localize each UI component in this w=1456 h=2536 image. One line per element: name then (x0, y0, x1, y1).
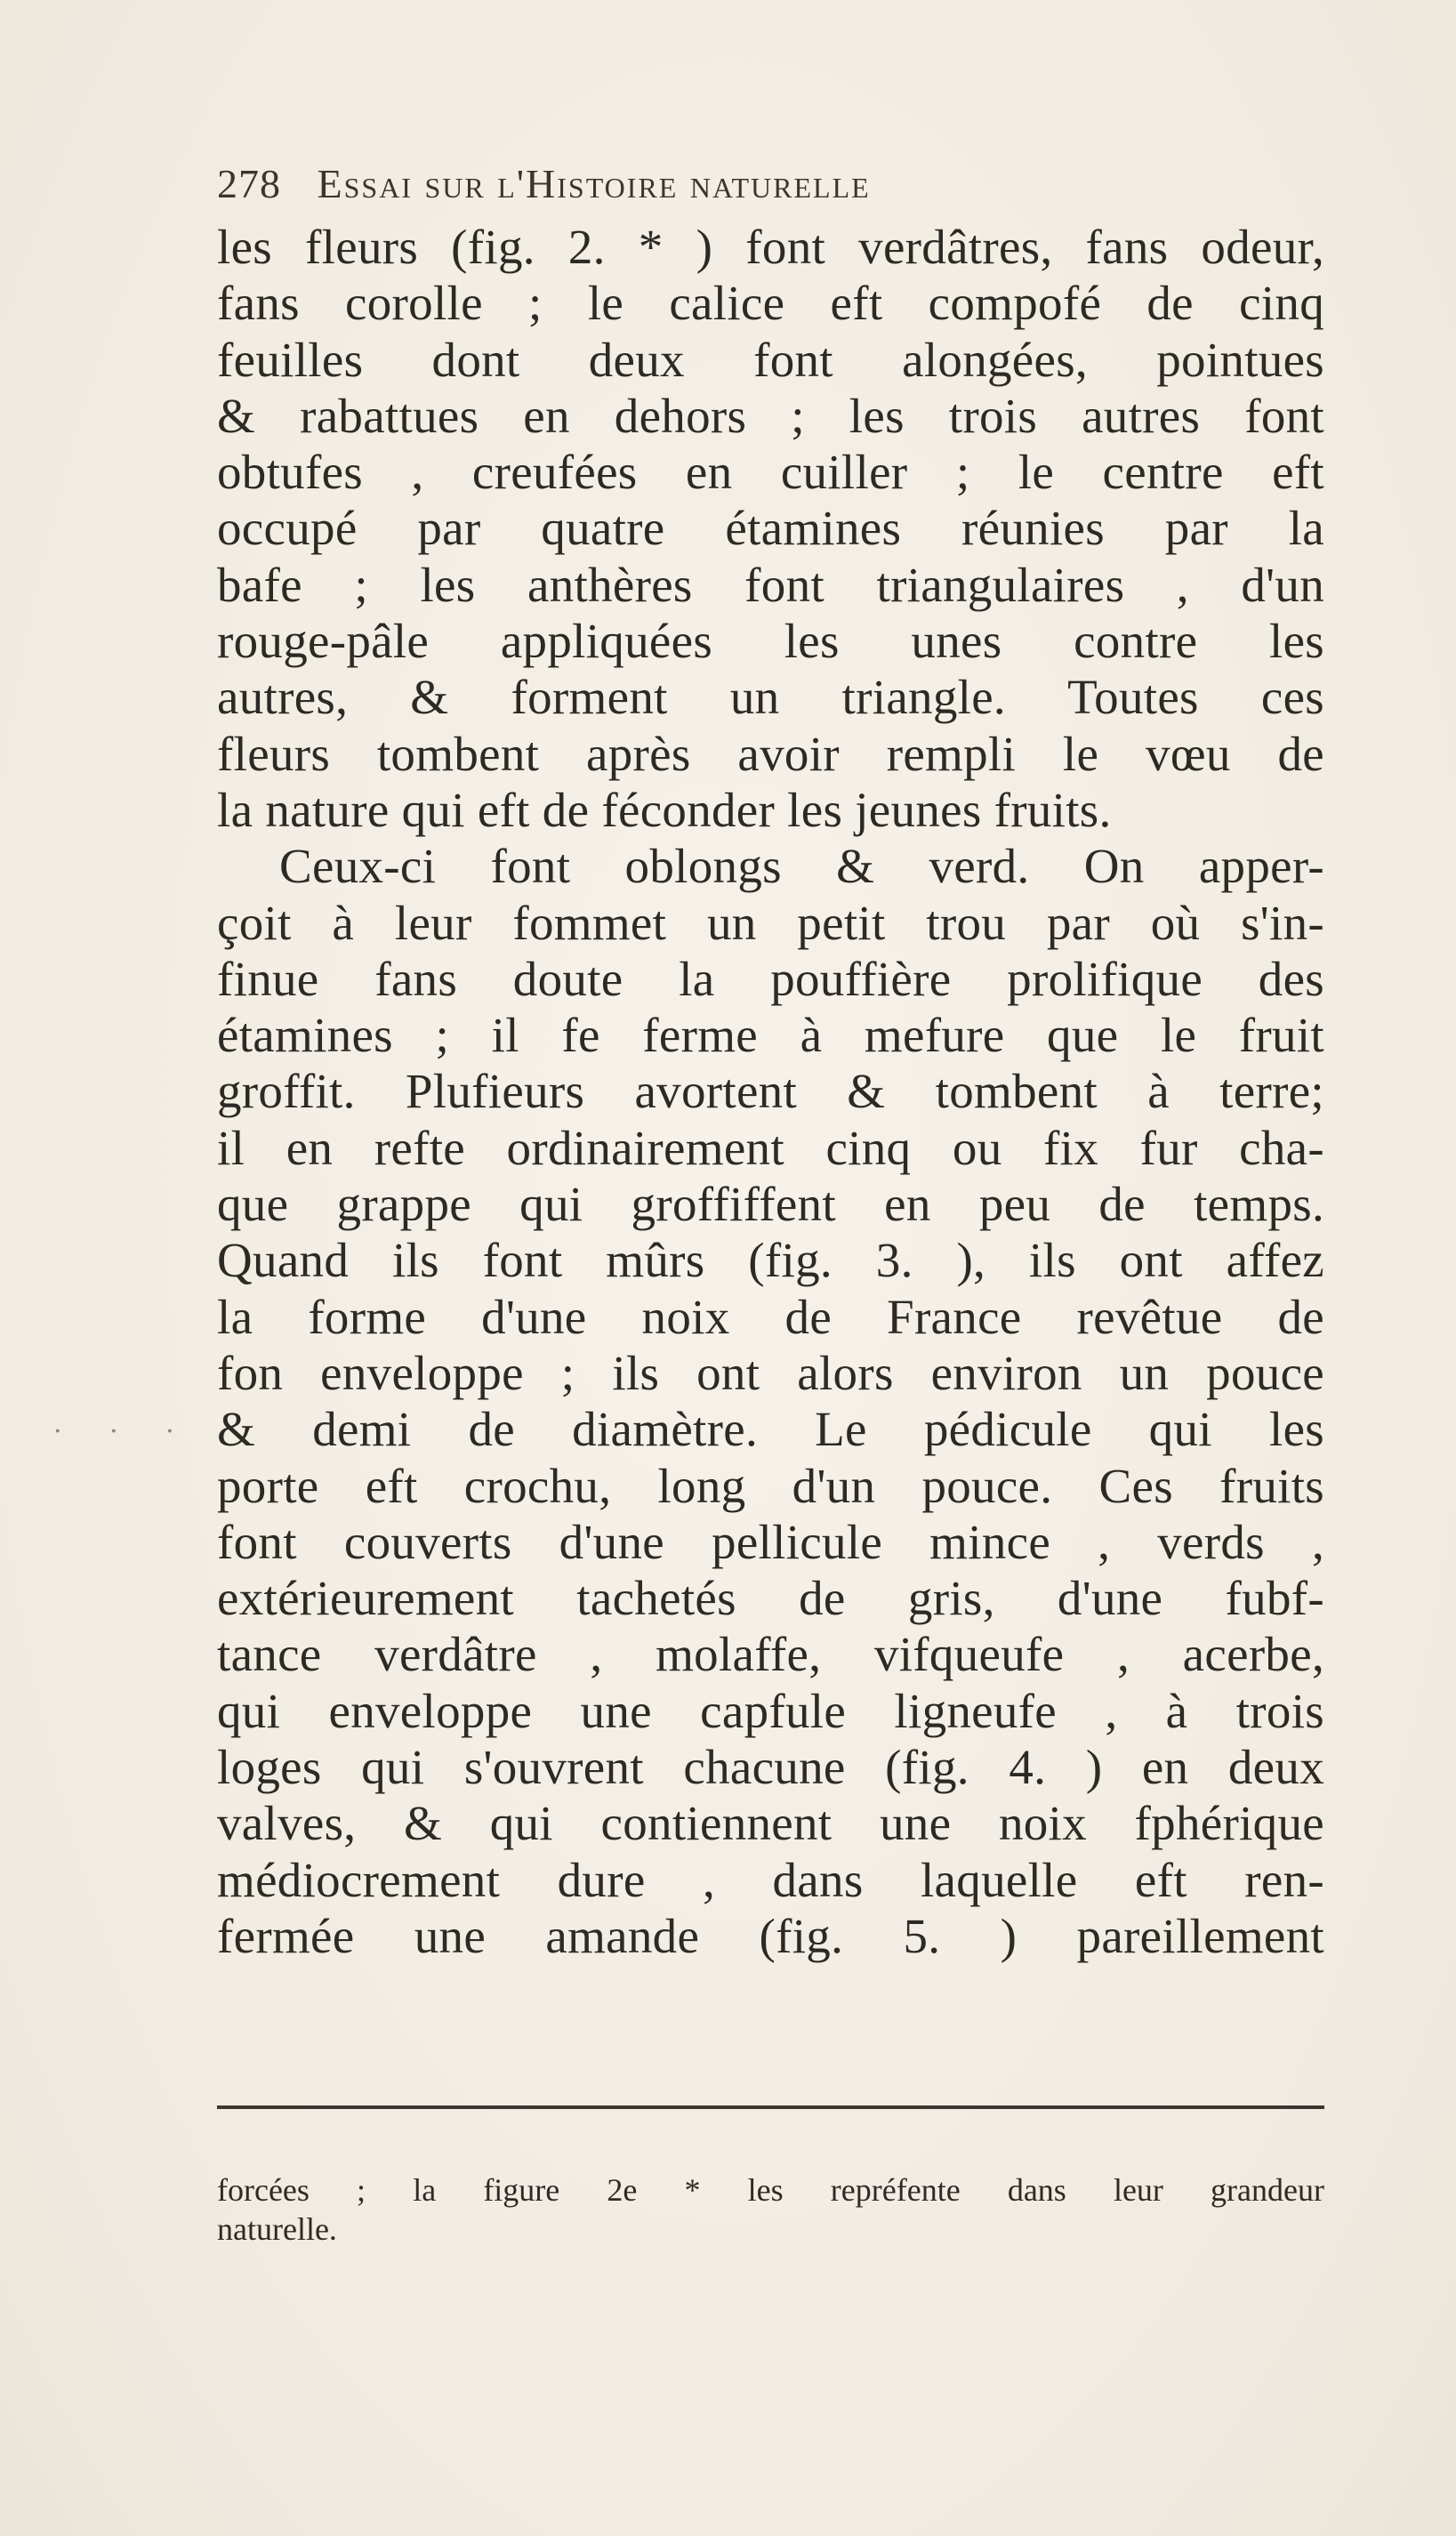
footnote-rule (217, 2105, 1324, 2109)
text-line: fans corolle ; le calice eft compofé de cinq (217, 276, 1324, 331)
running-header (217, 160, 1249, 213)
text-line: bafe ; les anthères font triangulaires , d'un (217, 557, 1324, 612)
text-line: extérieurement tachetés de gris, d'une fubf- (217, 1571, 1324, 1626)
text-line: feuilles dont deux font alongées, pointues (217, 332, 1324, 387)
body-text (217, 219, 1324, 1964)
text-line: porte eft crochu, long d'un pouce. Ces fruits (217, 1458, 1324, 1513)
text-line: çoit à leur fommet un petit trou par où s'in- (217, 895, 1324, 950)
text-line: obtufes , creufées en cuiller ; le centre eft (217, 445, 1324, 500)
text-line: tance verdâtre , molaffe, vifqueufe , acerbe, (217, 1627, 1324, 1682)
text-line: que grappe qui groffiffent en peu de temps. (217, 1177, 1324, 1232)
text-line: Ceux-ci font oblongs & verd. On apper- (279, 839, 1324, 894)
text-line: qui enveloppe une capfule ligneufe , à trois (217, 1683, 1324, 1738)
text-line: finue fans doute la pouffière prolifique des (217, 951, 1324, 1006)
text-line: fon enveloppe ; ils ont alors environ un pouce (217, 1345, 1324, 1400)
footnote-line: forcées ; la figure 2e * les repréfente dans leur grandeur (217, 2172, 1324, 2208)
margin-mark: · · · (53, 1416, 194, 1447)
page-number: 278 (217, 161, 281, 206)
text-line: autres, & forment un triangle. Toutes ces (217, 670, 1324, 725)
text-line: valves, & qui contiennent une noix fphérique (217, 1796, 1324, 1851)
text-line: groffit. Plufieurs avortent & tombent à terre; (217, 1064, 1324, 1119)
text-line: il en refte ordinairement cinq ou fix fur cha- (217, 1120, 1324, 1175)
text-line: font couverts d'une pellicule mince , verds , (217, 1514, 1324, 1569)
text-line: fermée une amande (fig. 5. ) pareillement (217, 1908, 1324, 1963)
text-line: fleurs tombent après avoir rempli le vœu de (217, 726, 1324, 781)
text-line: & demi de diamètre. Le pédicule qui les (217, 1402, 1324, 1457)
footnote-line: naturelle. (217, 2211, 337, 2247)
text-line: étamines ; il fe ferme à mefure que le fruit (217, 1008, 1324, 1063)
text-line: la forme d'une noix de France revêtue de (217, 1289, 1324, 1344)
text-line: rouge-pâle appliquées les unes contre les (217, 614, 1324, 669)
text-line: la nature qui eft de féconder les jeunes fruits. (217, 782, 1112, 837)
text-line: Quand ils font mûrs (fig. 3. ), ils ont affez (217, 1233, 1324, 1288)
text-line: occupé par quatre étamines réunies par la (217, 501, 1324, 556)
text-line: & rabattues en dehors ; les trois autres font (217, 388, 1324, 443)
text-line: médiocrement dure , dans laquelle eft ren- (217, 1852, 1324, 1907)
text-line: loges qui s'ouvrent chacune (fig. 4. ) en deux (217, 1740, 1324, 1795)
running-title: Essai sur l'Histoire naturelle (317, 161, 871, 206)
text-line: les fleurs (fig. 2. * ) font verdâtres, fans odeur, (217, 220, 1324, 274)
footnote (217, 2170, 1324, 2249)
